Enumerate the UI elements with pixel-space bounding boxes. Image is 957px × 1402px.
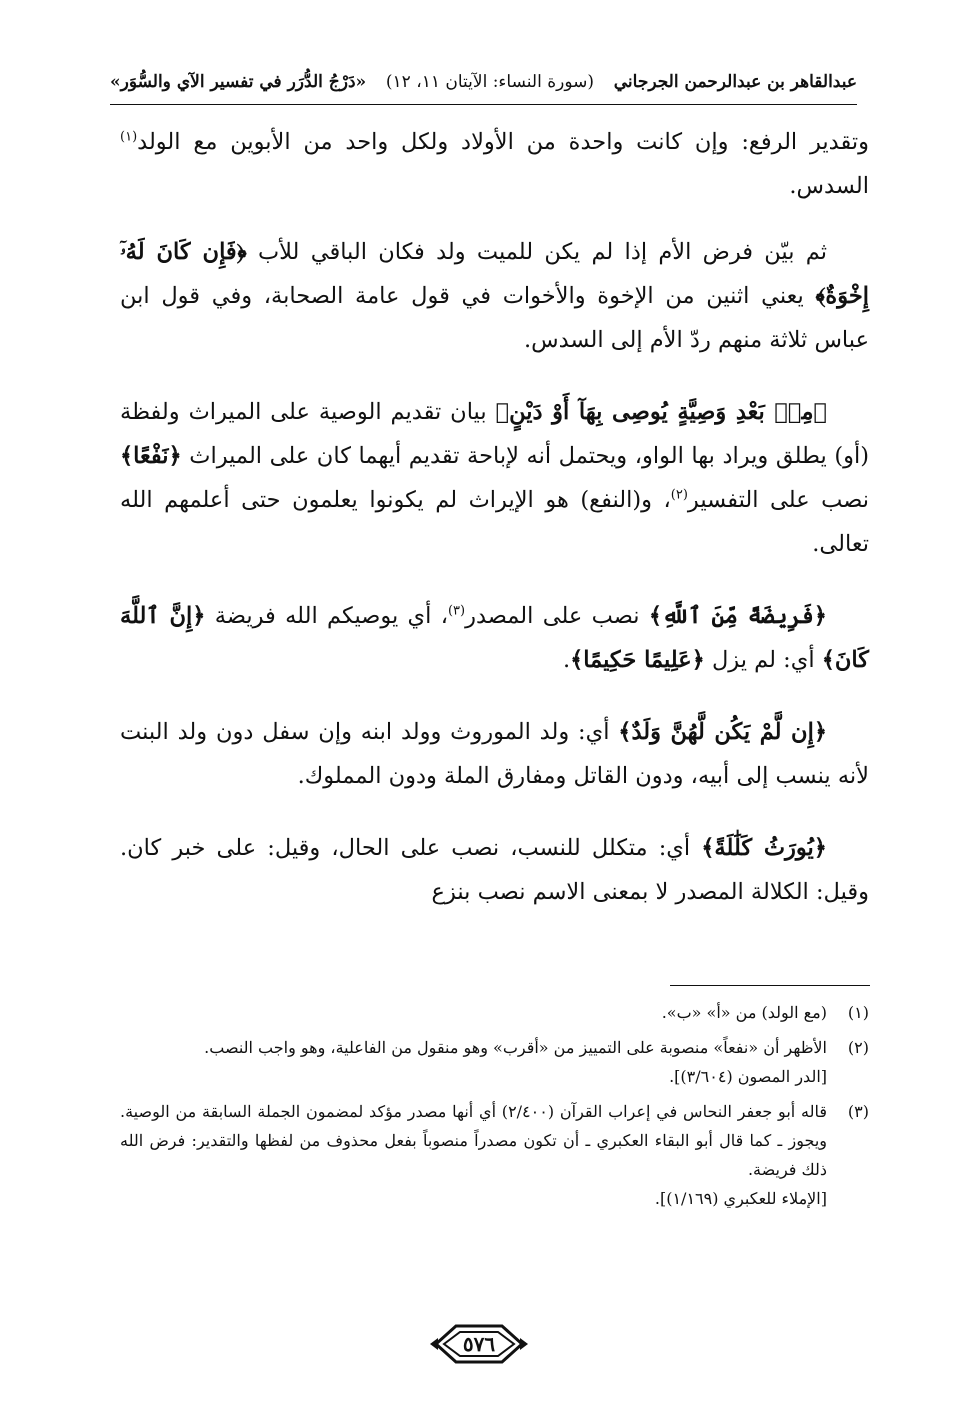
paragraph-4 bbox=[120, 594, 869, 682]
paragraph-text: . bbox=[562, 647, 571, 673]
quran-quote: ﴿إِن لَّمْ يَكُن لَّهُنَّ وَلَدٌ﴾ bbox=[618, 719, 827, 745]
paragraph-text: وتقدير الرفع: وإن كانت واحدة من الأولاد ولكل واحد من الأبوين مع الولد bbox=[137, 129, 869, 155]
quran-quote: ﴿نَفْعًا﴾ bbox=[120, 443, 182, 469]
footnote-reference: [الإملاء للعكبري (١/١٦٩)]. bbox=[654, 1189, 827, 1208]
paragraph-text: السدس. bbox=[789, 173, 869, 199]
main-text bbox=[120, 120, 869, 942]
footnote-number: (٢) bbox=[847, 1038, 869, 1057]
footnote-marker: (١) bbox=[120, 129, 138, 145]
footnotes bbox=[120, 998, 869, 1219]
footnote-text bbox=[120, 1097, 827, 1213]
footnote-body: (مع الولد) من «أ» «ب». bbox=[661, 1003, 827, 1022]
footnote-item bbox=[120, 998, 869, 1027]
header-book-title: «دَرْجُ الدُّرَر في تفسير الآي والسُّوَر» bbox=[110, 72, 367, 92]
footnote-number: (١) bbox=[847, 1003, 869, 1022]
footnote-text bbox=[120, 998, 827, 1027]
paragraph-text: أي: لم يزل bbox=[704, 647, 822, 673]
footnote-body: الأظهر أن «نفعاً» منصوبة على التمييز من «أقرب» وهو منقول من الفاعلية، وهو واجب النصب. bbox=[204, 1038, 827, 1057]
paragraph-text: أي: متكلل للنسب، نصب على الحال، وقيل: على خبر كان. وقيل: الكلالة المصدر لا بمعنى الاسم نصب بنزع bbox=[120, 835, 869, 905]
quran-quote: ﴿فَرِيضَةً مِّنَ ٱللَّهِ﴾ bbox=[648, 603, 827, 629]
paragraph-5 bbox=[120, 710, 869, 798]
paragraph-3 bbox=[120, 390, 869, 566]
footnote-reference: [الدر المصون (٣/٦٠٤)]. bbox=[669, 1067, 827, 1086]
paragraph-text: ، و(النفع) هو الإيراث لم يكونوا يعلمون حتى أعلمهم الله تعالى. bbox=[120, 487, 869, 557]
quran-quote: ﴿مِنۢ بَعْدِ وَصِيَّةٍ يُوصِى بِهَآ أَوْ دَيْنٍ﴾ bbox=[495, 399, 827, 425]
footnote-body: قاله أبو جعفر النحاس في إعراب القرآن (٢/٤٠٠) أي أنها مصدر مؤكد لمضمون الجملة السابقة من الوصية. ويجوز ـ كما قال أبو البقاء العكبري ـ أن تكون مصدراً منصوباً بفعل محذوف من لفظها والتقدير: فرض الله ذلك فريضة. bbox=[120, 1102, 827, 1179]
footnote-text bbox=[120, 1033, 827, 1091]
paragraph-text: أي: ولد الموروث وولد ابنه وإن سفل دون ولد البنت لأنه ينسب إلى أبيه، ودون القاتل ومفارق الملة ودون المملوك. bbox=[120, 719, 869, 789]
paragraph-text: ثم بيّن فرض الأم إذا لم يكن للميت ولد فكان الباقي للأب bbox=[246, 239, 828, 265]
header-author: عبدالقاهر بن عبدالرحمن الجرجاني bbox=[613, 72, 857, 92]
quran-quote: ﴿يُورَثُ كَلَٰلَةً﴾ bbox=[701, 835, 827, 861]
footnote-number: (٣) bbox=[847, 1102, 869, 1121]
paragraph-text: نصب على المصدر bbox=[465, 603, 649, 629]
quran-quote: ﴿عَلِيمًا حَكِيمًا﴾ bbox=[570, 647, 705, 673]
paragraph-6 bbox=[120, 826, 869, 914]
paragraph-text: يعني اثنين من الإخوة والأخوات في قول عامة الصحابة، وفي قول ابن عباس ثلاثة منهم ردّ الأم إلى السدس. bbox=[120, 283, 869, 353]
running-header bbox=[110, 62, 857, 102]
footnote-marker: (٣) bbox=[447, 603, 466, 619]
footnote-item bbox=[120, 1033, 869, 1091]
footnote-marker: (٢) bbox=[670, 487, 688, 503]
page-number: ٥٧٦ bbox=[462, 1332, 496, 1356]
footnote-separator bbox=[670, 985, 870, 986]
header-surah-ref: (سورة النساء: الآيتان ١١، ١٢) bbox=[385, 72, 594, 92]
quran-quote: ﴿إِنَّ ٱللَّهَ كَانَ﴾ bbox=[120, 603, 869, 673]
paragraph-text: ، أي يوصيكم الله فريضة bbox=[205, 603, 448, 629]
header-rule bbox=[110, 104, 857, 105]
quran-quote: ﴿فَإِن كَانَ لَهُۥٓ إِخْوَةٌ﴾ bbox=[120, 239, 869, 309]
footnote-item bbox=[120, 1097, 869, 1213]
page-number-ornament bbox=[428, 1322, 530, 1366]
paragraph-1 bbox=[120, 120, 869, 208]
paragraph-2 bbox=[120, 230, 869, 362]
paragraph-text: بيان تقديم الوصية على الميراث ولفظة (أو) يطلق ويراد بها الواو، ويحتمل أنه لإباحة تقديم أيهما كان على الميراث bbox=[120, 399, 869, 469]
paragraph-text: نصب على التفسير bbox=[687, 487, 869, 513]
